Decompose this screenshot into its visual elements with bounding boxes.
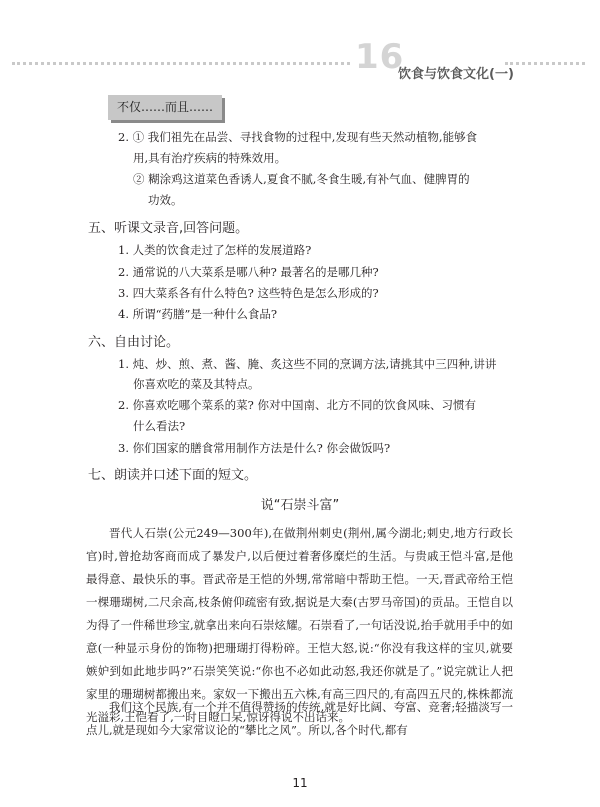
section-5-question-2: 2. 通常说的八大菜系是哪八种? 最著名的是哪几种? — [118, 265, 379, 279]
section-5-question-4: 4. 所谓“药膳”是一种什么食品? — [118, 307, 278, 321]
section-6-heading: 六、自由讨论。 — [88, 335, 180, 350]
passage-title: 说“石崇斗富” — [260, 498, 340, 513]
passage-paragraph-2: 我们这个民族,有一个并不值得赞扬的传统,就是好比阔、夸富、竞奢;轻描淡写一点儿,就是现如今大家常议论的“攀比之风”。所以,各个时代,都有 — [86, 700, 513, 737]
section-7-heading: 七、朗读并口述下面的短文。 — [88, 468, 258, 483]
section-5-question-1: 1. 人类的饮食走过了怎样的发展道路? — [118, 243, 312, 257]
section-6-question-2-line2: 什么看法? — [133, 419, 186, 433]
passage-paragraph-1: 晋代人石崇(公元249—300年),在做荆州刺史(荆州,属今湖北;刺史,地方行政长官)时,曾抢劫客商而成了暴发户,以后便过着奢侈糜烂的生活。与贵戚王恺斗富,是他最得意、最快乐的事。晋武帝是王恺的外甥,常常暗中帮助王恺。一天,晋武帝给王恺一棵珊瑚树,二尺余高,枝条俯仰疏密有致,据说是大秦(古罗马帝国)的贡品。王恺自以为得了一件稀世珍宝,就拿出来向石崇炫耀。石崇看了,一句话没说,抬手就用手中的如意(一种显示身份的饰物)把珊瑚打得粉碎。王恺大怒,说:“你没有我这样的宝贝,就要嫉妒到如此地步吗?”石崇笑笑说:“你也不必如此动怒,我还你就是了。”说完就让人把家里的珊瑚树都搬出来。家奴一下搬出五六株,有高三四尺的,有高四五尺的,株株都流光溢彩,王恺看了,一时目瞪口呆,惊讶得说不出话来。 — [86, 526, 513, 724]
page-number: 11 — [292, 776, 308, 790]
section-5-question-3: 3. 四大菜系各有什么特色? 这些特色是怎么形成的? — [118, 286, 379, 300]
section-6-question-3: 3. 你们国家的膳食常用制作方法是什么? 你会做饭吗? — [118, 441, 391, 455]
section-5-heading: 五、听课文录音,回答问题。 — [88, 221, 249, 236]
sentence-pattern-box: 不仅……而且…… — [108, 95, 222, 120]
item-2-2-line2: 功效。 — [148, 193, 183, 207]
dotted-rule-right — [505, 62, 585, 65]
unit-title: 饮食与饮食文化(一) — [398, 67, 514, 82]
section-6-question-1-line2: 你喜欢吃的菜及其特点。 — [133, 377, 260, 391]
item-2-1-line2: 用,具有治疗疾病的特殊效用。 — [133, 151, 287, 165]
section-6-question-1-line1: 1. 炖、炒、煎、煮、酱、腌、炙这些不同的烹调方法,请挑其中三四种,讲讲 — [118, 357, 497, 371]
unit-number: 16 — [355, 37, 405, 77]
dotted-rule-left — [12, 62, 350, 65]
item-2-2-line1: ② 糊涂鸡这道菜色香诱人,夏食不腻,冬食生暖,有补气血、健脾胃的 — [133, 172, 470, 186]
section-6-question-2-line1: 2. 你喜欢吃哪个菜系的菜? 你对中国南、北方不同的饮食风味、习惯有 — [118, 398, 476, 412]
item-2-1-line1: 2. ① 我们祖先在品尝、寻找食物的过程中,发现有些天然动植物,能够食 — [118, 130, 478, 144]
